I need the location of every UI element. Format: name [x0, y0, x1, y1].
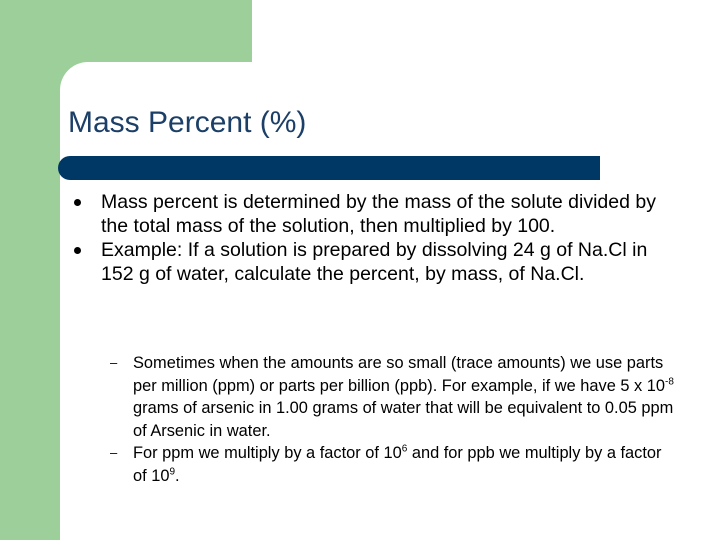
sub-bullet-text-part: Sometimes when the amounts are so small (trace amounts) we use parts per million (ppm) or parts per billion (ppb). For example, if we have 5 x 10 — [133, 354, 666, 395]
sub-bullet-list — [108, 352, 678, 487]
sub-bullet-text-part: . — [175, 466, 180, 485]
title-underline-bar — [58, 156, 600, 180]
dash-marker-icon: – — [110, 355, 118, 370]
sub-bullet-text-part: and for ppb we multiply by a factor of 10 — [133, 444, 662, 485]
sub-bullet-text-part: grams of arsenic in 1.00 grams of water that will be equivalent to 0.05 ppm of Arsenic in water. — [133, 399, 674, 440]
dash-marker-icon: – — [110, 445, 118, 460]
bullet-text: Example: If a solution is prepared by dissolving 24 g of Na.Cl in 152 g of water, calculate the percent, by mass, of Na.Cl. — [101, 239, 648, 285]
bullet-example — [72, 238, 672, 286]
bullet-text: Mass percent is determined by the mass of the solute divided by the total mass of the solution, then multiplied by 100. — [101, 191, 656, 237]
green-left-strip — [0, 0, 60, 540]
bullet-dot-icon — [74, 247, 81, 254]
slide-title: Mass Percent (%) — [68, 106, 307, 139]
exponent: 9 — [169, 466, 176, 478]
exponent: 6 — [401, 443, 408, 455]
sub-bullet-text-part: For ppm we multiply by a factor of 10 — [133, 444, 402, 462]
bullet-definition — [72, 190, 672, 238]
sub-bullet-factors — [108, 442, 678, 487]
bullet-dot-icon — [74, 199, 81, 206]
bullet-list — [72, 190, 672, 286]
sub-bullet-trace-amounts — [108, 352, 678, 442]
exponent: -8 — [665, 376, 674, 388]
